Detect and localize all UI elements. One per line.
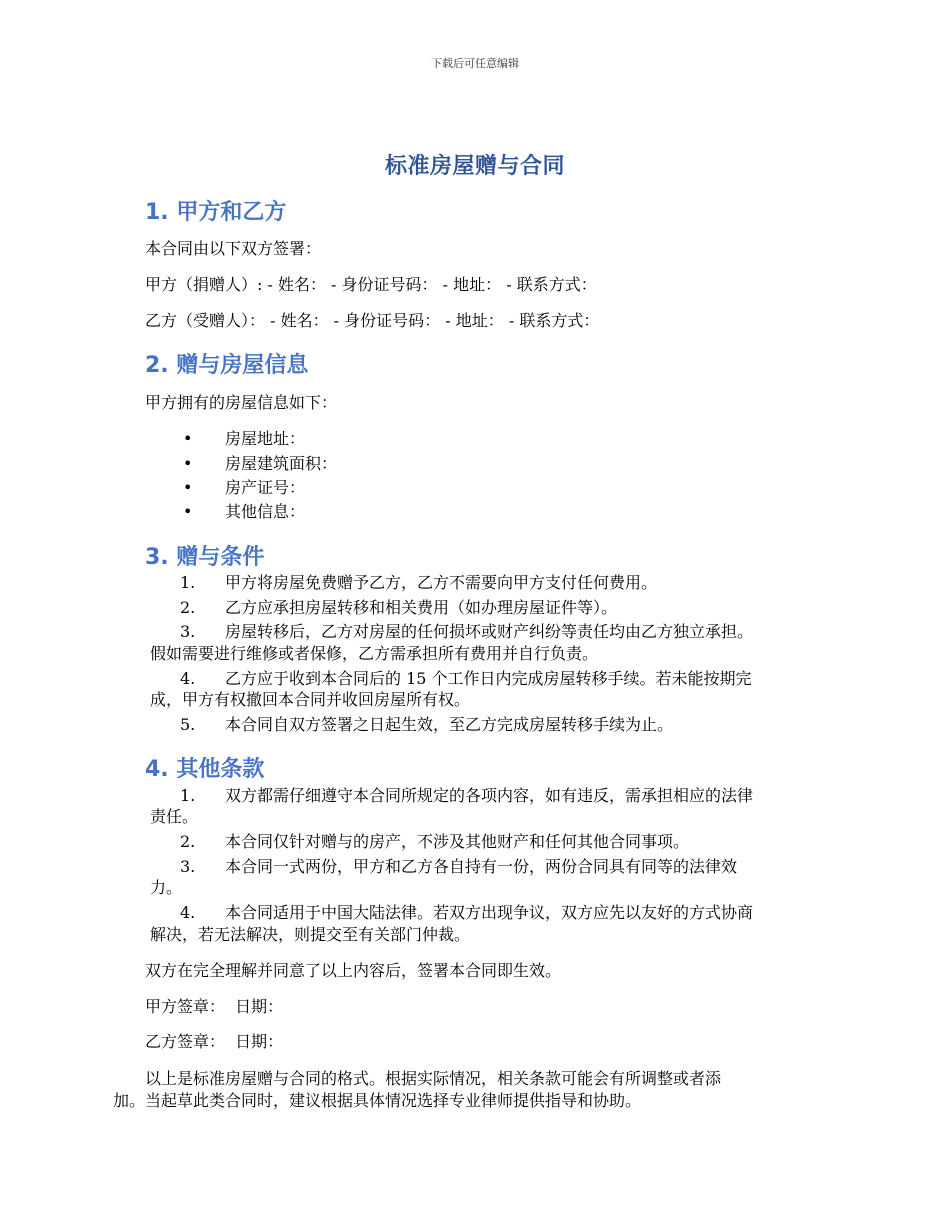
- bullet-icon: •: [183, 478, 193, 497]
- clause-number: 2.: [180, 832, 196, 851]
- party-b-line: 乙方（受赠人）： - 姓名： - 身份证号码： - 地址： - 联系方式：: [145, 311, 600, 330]
- condition-number: 5.: [180, 715, 196, 734]
- condition-text: 本合同自双方签署之日起生效，至乙方完成房屋转移手续为止。: [225, 715, 674, 734]
- header-note: 下载后可任意编辑: [431, 57, 519, 70]
- bullet-icon: •: [183, 454, 193, 473]
- clause-text: 本合同适用于中国大陆法律。若双方出现争议，双方应先以友好的方式协商: [225, 903, 754, 922]
- clause-number: 4.: [180, 903, 196, 922]
- section3-heading: 3. 赠与条件: [145, 545, 265, 570]
- section4-heading: 4. 其他条款: [145, 757, 265, 782]
- bullet-icon: •: [183, 429, 193, 448]
- clause-text: 本合同仅针对赠与的房产，不涉及其他财产和任何其他合同事项。: [225, 832, 690, 851]
- clause-number: 1.: [180, 786, 196, 805]
- section1-heading: 1. 甲方和乙方: [145, 200, 287, 225]
- condition-text: 乙方应承担房屋转移和相关费用（如办理房屋证件等）。: [225, 598, 618, 617]
- clause-number: 3.: [180, 857, 196, 876]
- section2-heading: 2. 赠与房屋信息: [145, 353, 309, 378]
- clause-text-continued: 解决，若无法解决，则提交至有关部门仲裁。: [150, 925, 471, 944]
- party-a-signature-line: 甲方签章： 日期：: [145, 997, 284, 1016]
- condition-number: 1.: [180, 573, 196, 592]
- condition-text: 房屋转移后，乙方对房屋的任何损坏或财产纠纷等责任均由乙方独立承担。: [225, 622, 754, 641]
- party-a-line: 甲方（捐赠人）: - 姓名： - 身份证号码： - 地址： - 联系方式：: [145, 275, 597, 294]
- house-info-item: 房产证号：: [225, 478, 306, 497]
- bullet-icon: •: [183, 502, 193, 521]
- section1-intro: 本合同由以下双方签署：: [145, 239, 322, 258]
- clause-text-continued: 责任。: [150, 807, 199, 826]
- condition-text-continued: 成，甲方有权撤回本合同并收回房屋所有权。: [150, 690, 471, 709]
- condition-number: 3.: [180, 622, 196, 641]
- condition-text-continued: 假如需要进行维修或者保修，乙方需承担所有费用并自行负责。: [150, 644, 599, 663]
- condition-text: 乙方应于收到本合同后的 15 个工作日内完成房屋转移手续。若未能按期完: [225, 669, 752, 688]
- house-info-item: 其他信息：: [225, 502, 306, 521]
- final-note-line1: 以上是标准房屋赠与合同的格式。根据实际情况，相关条款可能会有所调整或者添: [145, 1069, 722, 1088]
- clause-text: 双方都需仔细遵守本合同所规定的各项内容，如有违反，需承担相应的法律: [225, 786, 754, 805]
- closing-statement: 双方在完全理解并同意了以上内容后，签署本合同即生效。: [145, 961, 562, 980]
- clause-text: 本合同一式两份，甲方和乙方各自持有一份，两份合同具有同等的法律效: [225, 857, 738, 876]
- condition-number: 2.: [180, 598, 196, 617]
- clause-text-continued: 力。: [150, 878, 183, 897]
- condition-number: 4.: [180, 669, 196, 688]
- party-b-signature-line: 乙方签章： 日期：: [145, 1032, 284, 1051]
- house-info-item: 房屋建筑面积：: [225, 454, 338, 473]
- final-note-line2: 加。当起草此类合同时，建议根据具体情况选择专业律师提供指导和协助。: [113, 1091, 642, 1110]
- document-title: 标准房屋赠与合同: [384, 154, 565, 179]
- section2-intro: 甲方拥有的房屋信息如下：: [145, 393, 338, 412]
- house-info-item: 房屋地址：: [225, 429, 306, 448]
- condition-text: 甲方将房屋免费赠予乙方，乙方不需要向甲方支付任何费用。: [225, 573, 658, 592]
